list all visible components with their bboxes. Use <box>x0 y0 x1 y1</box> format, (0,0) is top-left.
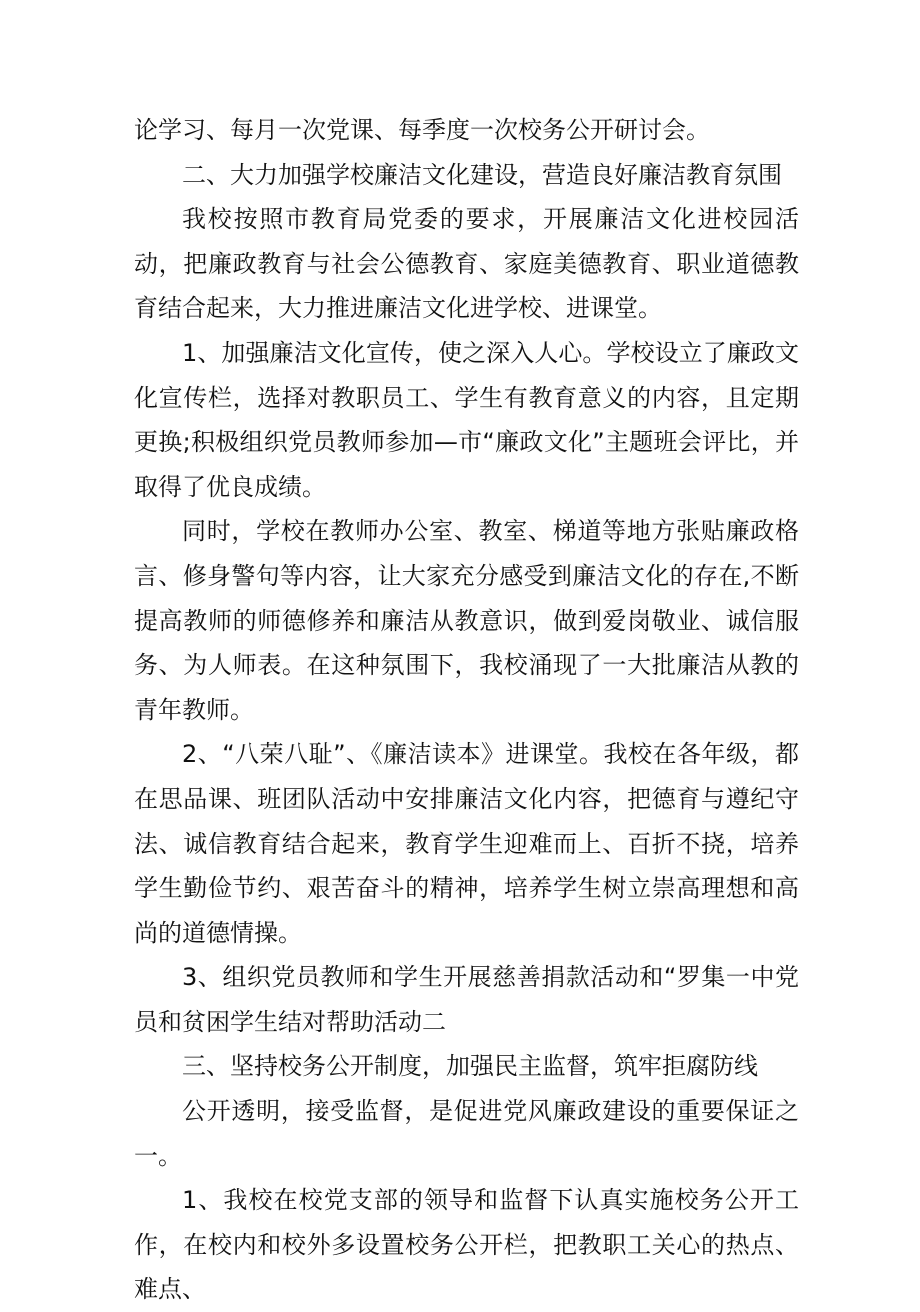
paragraph-intro-3: 公开透明，接受监督，是促进党风廉政建设的重要保证之一。 <box>134 1097 799 1170</box>
paragraph-item-3-1: 1、我校在校党支部的领导和监督下认真实施校务公开工作，在校内和校外多设置校务公开栏，把教职工关心的热点、难点、 <box>134 1186 799 1304</box>
paragraph-item-2-3: 3、组织党员教师和学生开展慈善捐款活动和“罗集一中党员和贫困学生结对帮助活动二 <box>134 963 799 1036</box>
document-body <box>134 108 799 1312</box>
paragraph-continuation: 论学习、每月一次党课、每季度一次校务公开研讨会。 <box>134 116 710 144</box>
paragraph-item-2-1: 1、加强廉洁文化宣传，使之深入人心。学校设立了廉政文化宣传栏，选择对教职员工、学生有教育意义的内容，且定期更换;积极组织党员教师参加—市“廉政文化”主题班会评比，并取得了优良成绩。 <box>134 338 799 501</box>
paragraph-item-2-2: 2、“八荣八耻”、《廉洁读本》进课堂。我校在各年级，都在思品课、班团队活动中安排廉洁文化内容，把德育与遵纪守法、诚信教育结合起来，教育学生迎难而上、百折不挠，培养学生勤俭节约、艰苦奋斗的精神，培养学生树立崇高理想和高尚的道德情操。 <box>134 740 799 947</box>
paragraph-item-2-1-cont: 同时，学校在教师办公室、教室、梯道等地方张贴廉政格言、修身警句等内容，让大家充分感受到廉洁文化的存在,不断提高教师的师德修养和廉洁从教意识，做到爱岗敬业、诚信服务、为人师表。在这种氛围下，我校涌现了一大批廉洁从教的青年教师。 <box>134 517 799 724</box>
section-heading-2: 二、大力加强学校廉洁文化建设，营造良好廉洁教育氛围 <box>182 160 782 189</box>
section-heading-3: 三、坚持校务公开制度，加强民主监督，筑牢拒腐防线 <box>182 1052 758 1081</box>
paragraph-intro-2: 我校按照市教育局党委的要求，开展廉洁文化进校园活动，把廉政教育与社会公德教育、家庭美德教育、职业道德教育结合起来，大力推进廉洁文化进学校、进课堂。 <box>134 205 799 323</box>
